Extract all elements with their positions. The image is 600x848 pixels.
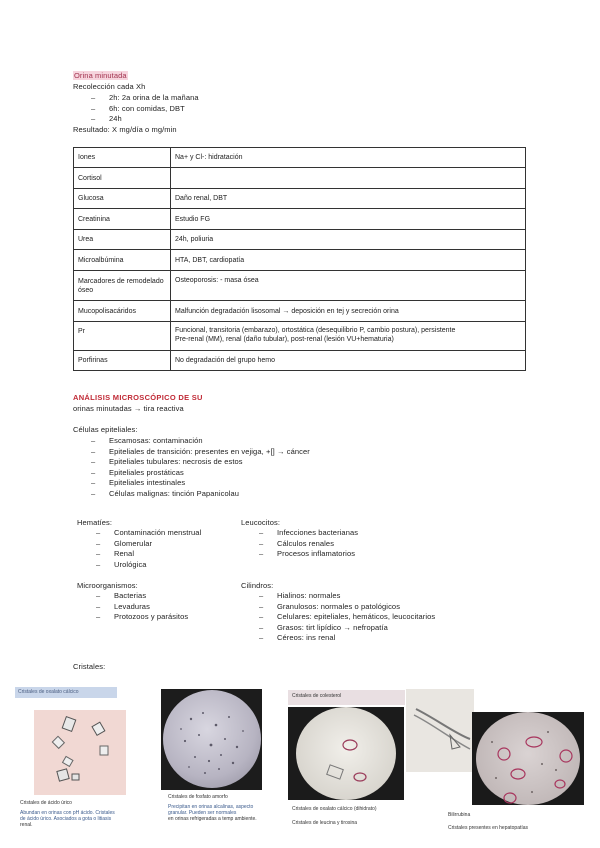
table-cell-key: Marcadores de remodelado óseo — [74, 271, 171, 301]
crystal-photo-4 — [406, 689, 474, 772]
list-item: – Epiteliales intestinales — [109, 478, 310, 489]
caption-1-line: renal. — [20, 822, 33, 828]
microorganismos-list — [114, 591, 188, 623]
crystal-photo-1 — [34, 710, 126, 795]
list-item: – Escamosas: contaminación — [109, 436, 310, 447]
table-cell-line: Funcional, transitoria (embarazo), ortostática (desequilibrio P, cambio postura), persistente — [175, 327, 456, 334]
table-cell-value — [171, 168, 526, 189]
caption-1-title: Cristales de ácido úrico — [20, 800, 72, 806]
list-item: – Celulares: epiteliales, hemáticos, leucocitarios — [277, 612, 435, 623]
crystal-photo-5 — [472, 712, 584, 805]
caption-1-line: Abundan en orinas con pH ácido. Cristales — [20, 810, 115, 816]
list-item: – Epiteliales prostáticas — [109, 468, 310, 479]
list-item: – Renal — [114, 549, 201, 560]
table-cell-key: Cortisol — [74, 168, 171, 189]
caption-4-line: Cristales presentes en hepatopatías — [448, 825, 529, 831]
list-item: – Bacterias — [114, 591, 188, 602]
table-cell-key: Urea — [74, 230, 171, 250]
crystal-photo-3 — [288, 707, 404, 800]
table-cell-value: 24h, poliuria — [171, 230, 526, 250]
needle-crystals — [406, 689, 474, 772]
table-cell-value: Daño renal, DBT — [171, 189, 526, 209]
celulas-list — [109, 436, 310, 499]
image-label-bar — [15, 687, 117, 698]
table-cell-key: Porfirinas — [74, 351, 171, 371]
table-row — [74, 322, 526, 351]
table-row — [74, 351, 526, 371]
list-item: – Céreos: ins renal — [277, 633, 435, 644]
list-item: – Células malignas: tinción Papanicolau — [109, 489, 310, 500]
table-cell-key: Pr — [74, 322, 171, 351]
list-item: – Hialinos: normales — [277, 591, 435, 602]
cilindros-title: Cilindros: — [241, 581, 274, 590]
table-cell-value: Na+ y Cl-: hidratación — [171, 148, 526, 168]
table-cell-value: Malfunción degradación lisosomal → deposición en tej y secreción orina — [171, 301, 526, 322]
orina-title-text: Orina minutada — [74, 71, 127, 80]
crystal-photo-2 — [161, 689, 262, 790]
caption-2-title: Cristales de fosfato amorfo — [168, 794, 228, 800]
table-cell-value: No degradación del grupo hemo — [171, 351, 526, 371]
image-label-text-3: Cristales de colesterol — [292, 693, 342, 699]
list-item: – 2h: 2a orina de la mañana — [109, 93, 199, 104]
list-item: – Infecciones bacterianas — [277, 528, 358, 539]
caption-2-line: Precipitan en orinas alcalinas, aspecto — [168, 804, 254, 810]
table-row — [74, 168, 526, 189]
image-label-text: Cristales de oxalato cálcico — [18, 689, 79, 695]
caption-3-title: Cristales de oxalato cálcico (dihidrato) — [292, 806, 377, 812]
orina-title — [73, 71, 128, 82]
image-label-bar-3 — [288, 690, 405, 705]
cilindros-list — [277, 591, 435, 644]
list-item: – Cálculos renales — [277, 539, 358, 550]
table-cell-key: Glucosa — [74, 189, 171, 209]
table-cell-value: Estudio FG — [171, 209, 526, 230]
table-cell-line: Pre-renal (MM), renal (daño tubular), post-renal (lesión VU+hematuria) — [175, 336, 394, 343]
caption-4-title: Bilirrubina — [448, 812, 471, 818]
table-row — [74, 230, 526, 250]
table-row — [74, 148, 526, 168]
list-item: – Grasos: tirt lipídico → nefropatía — [277, 623, 435, 634]
list-item: – Contaminación menstrual — [114, 528, 201, 539]
list-item: – Epiteliales tubulares: necrosis de estos — [109, 457, 310, 468]
crystal-shapes-3 — [288, 707, 404, 800]
list-item: – Urológica — [114, 560, 201, 571]
granule-dots — [161, 689, 262, 790]
list-item: – Procesos inflamatorios — [277, 549, 358, 560]
celulas-title: Células epiteliales: — [73, 425, 138, 434]
analytes-table — [73, 147, 526, 371]
crystal-photo-1-art — [34, 710, 126, 795]
list-item: – Glomerular — [114, 539, 201, 550]
analisis-subtitle: orinas minutadas → tira reactiva — [73, 404, 184, 413]
microorganismos-title: Microorganismos: — [77, 581, 138, 590]
table-row — [74, 301, 526, 322]
list-item: – 24h — [109, 114, 199, 125]
leucocitos-list — [277, 528, 358, 560]
list-item: – 6h: con comidas, DBT — [109, 104, 199, 115]
table-cell-value: Osteoporosis: - masa ósea — [171, 271, 526, 301]
leucocitos-title: Leucocitos: — [241, 518, 281, 527]
caption-2-line: en orinas refrigeradas a temp ambiente. — [168, 816, 257, 822]
cristales-title: Cristales: — [73, 662, 106, 671]
table-cell-key: Microalbúmina — [74, 250, 171, 271]
resultado-text: Resultado: X mg/día o mg/min — [73, 125, 177, 134]
table-cell-value — [171, 322, 526, 351]
table-cell-key: Mucopolisacáridos — [74, 301, 171, 322]
list-item: – Granulosos: normales o patológicos — [277, 602, 435, 613]
caption-2-line: granular. Pueden ser normales — [168, 810, 237, 816]
list-item: – Levaduras — [114, 602, 188, 613]
table-row — [74, 209, 526, 230]
table-cell-key: Creatinina — [74, 209, 171, 230]
caption-3-line: Cristales de leucina y tirosina — [292, 820, 358, 826]
list-item: – Protozoos y parásitos — [114, 612, 188, 623]
crystal-shapes-5 — [472, 712, 584, 805]
table-cell-value: HTA, DBT, cardiopatía — [171, 250, 526, 271]
hematies-title: Hematíes: — [77, 518, 113, 527]
hematies-list — [114, 528, 201, 570]
table-cell-key: Iones — [74, 148, 171, 168]
table-row — [74, 250, 526, 271]
analisis-title: ANÁLISIS MICROSCÓPICO DE SU — [73, 393, 203, 402]
recoleccion-text: Recolección cada Xh — [73, 82, 146, 91]
list-item: – Epiteliales de transición: presentes en vejiga, +[] → cáncer — [109, 447, 310, 458]
table-row — [74, 189, 526, 209]
orina-items-list — [109, 93, 199, 125]
caption-1-line: de ácido úrico. Asociados a gota o litiasis — [20, 816, 112, 822]
table-row — [74, 271, 526, 301]
